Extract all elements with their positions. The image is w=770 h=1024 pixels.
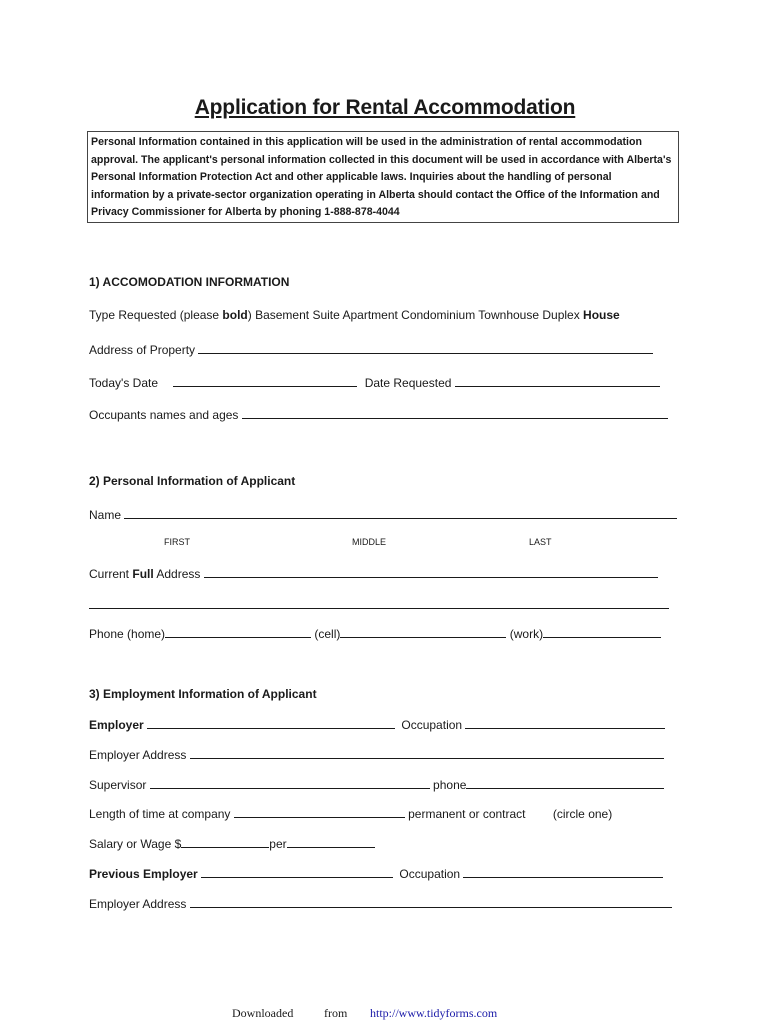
supervisor-phone-field[interactable] bbox=[466, 777, 664, 789]
privacy-notice: Personal Information contained in this application will be used in the administration of rental accommodation approval. The applicant's personal information collected in this document will be used in accordance with Alberta's Personal Information Protection Act and other applicable laws. Inquiries about the handling of personal information by a private-sector organization operating in Alberta should contact the Office of the Information and Privacy Commissioner for Alberta by phoning 1-888-878-4044 bbox=[87, 131, 679, 223]
employer-field[interactable] bbox=[147, 717, 395, 729]
type-requested-prefix: Type Requested (please bbox=[89, 308, 223, 322]
phone-work-field[interactable] bbox=[543, 626, 661, 638]
employer-address2-row bbox=[89, 896, 672, 911]
current-address-row bbox=[89, 566, 658, 581]
salary-field[interactable] bbox=[181, 836, 269, 848]
employer-address2-label: Employer Address bbox=[89, 897, 187, 911]
phone-row bbox=[89, 626, 661, 641]
todays-date-label: Today's Date bbox=[89, 376, 158, 390]
name-field[interactable] bbox=[124, 507, 677, 519]
occupation2-label: Occupation bbox=[399, 867, 461, 881]
supervisor-row bbox=[89, 777, 664, 792]
occupation2-field[interactable] bbox=[463, 866, 663, 878]
current-address-field[interactable] bbox=[204, 566, 658, 578]
section1-heading: 1) ACCOMODATION INFORMATION bbox=[89, 275, 290, 289]
name-label: Name bbox=[89, 508, 122, 522]
name-row bbox=[89, 507, 677, 522]
per-label: per bbox=[269, 837, 287, 851]
date-requested-label: Date Requested bbox=[364, 376, 452, 390]
length-field[interactable] bbox=[234, 806, 405, 818]
salary-label: Salary or Wage $ bbox=[89, 837, 182, 851]
occupants-field[interactable] bbox=[242, 407, 668, 419]
previous-employer-field[interactable] bbox=[201, 866, 393, 878]
phone-cell-label: (cell) bbox=[314, 627, 341, 641]
footer-link[interactable]: http://www.tidyforms.com bbox=[370, 1006, 498, 1020]
address-line-2-field[interactable] bbox=[89, 597, 669, 609]
middle-caption: MIDDLE bbox=[352, 537, 387, 547]
supervisor-label: Supervisor bbox=[89, 778, 147, 792]
salary-row bbox=[89, 836, 375, 851]
address-of-property-row bbox=[89, 342, 653, 357]
date-requested-field[interactable] bbox=[455, 375, 660, 387]
address-line-2-row bbox=[89, 597, 669, 612]
type-requested-row bbox=[89, 308, 620, 322]
occupants-label: Occupants names and ages bbox=[89, 408, 239, 422]
occupation-label: Occupation bbox=[401, 718, 463, 732]
section2-heading: 2) Personal Information of Applicant bbox=[89, 474, 296, 488]
previous-employer-row bbox=[89, 866, 663, 881]
occupation-field[interactable] bbox=[465, 717, 665, 729]
type-requested-bold: bold bbox=[222, 308, 248, 322]
current-address-suffix: Address bbox=[153, 567, 201, 581]
supervisor-field[interactable] bbox=[150, 777, 430, 789]
length-label: Length of time at company bbox=[89, 807, 231, 821]
current-address-prefix: Current bbox=[89, 567, 133, 581]
phone-cell-field[interactable] bbox=[340, 626, 506, 638]
previous-employer-label: Previous Employer bbox=[89, 867, 198, 881]
type-house-option: House bbox=[583, 308, 620, 322]
footer-from: from bbox=[324, 1006, 348, 1020]
employer-address-row bbox=[89, 747, 664, 762]
employer-address-field[interactable] bbox=[190, 747, 664, 759]
supervisor-phone-label: phone bbox=[433, 778, 467, 792]
per-field[interactable] bbox=[287, 836, 375, 848]
footer-downloaded: Downloaded bbox=[232, 1006, 294, 1020]
phone-home-field[interactable] bbox=[165, 626, 311, 638]
employer-address-label: Employer Address bbox=[89, 748, 187, 762]
current-address-bold: Full bbox=[132, 567, 154, 581]
phone-work-label: (work) bbox=[509, 627, 544, 641]
section3-heading: 3) Employment Information of Applicant bbox=[89, 687, 317, 701]
employer-label: Employer bbox=[89, 718, 144, 732]
todays-date-field[interactable] bbox=[173, 375, 357, 387]
last-caption: LAST bbox=[529, 537, 552, 547]
length-row bbox=[89, 806, 612, 821]
occupants-row bbox=[89, 407, 668, 422]
address-of-property-field[interactable] bbox=[198, 342, 653, 354]
type-requested-options: ) Basement Suite Apartment Condominium Townhouse Duplex bbox=[247, 308, 584, 322]
todays-date-row bbox=[89, 375, 660, 390]
page-title: Application for Rental Accommodation bbox=[194, 96, 576, 119]
permanent-contract-options[interactable]: permanent or contract bbox=[408, 807, 526, 821]
circle-one-note: (circle one) bbox=[552, 807, 613, 821]
address-of-property-label: Address of Property bbox=[89, 343, 196, 357]
employer-address2-field[interactable] bbox=[190, 896, 672, 908]
employer-row bbox=[89, 717, 665, 732]
phone-home-label: Phone (home) bbox=[89, 627, 166, 641]
first-caption: FIRST bbox=[164, 537, 190, 547]
